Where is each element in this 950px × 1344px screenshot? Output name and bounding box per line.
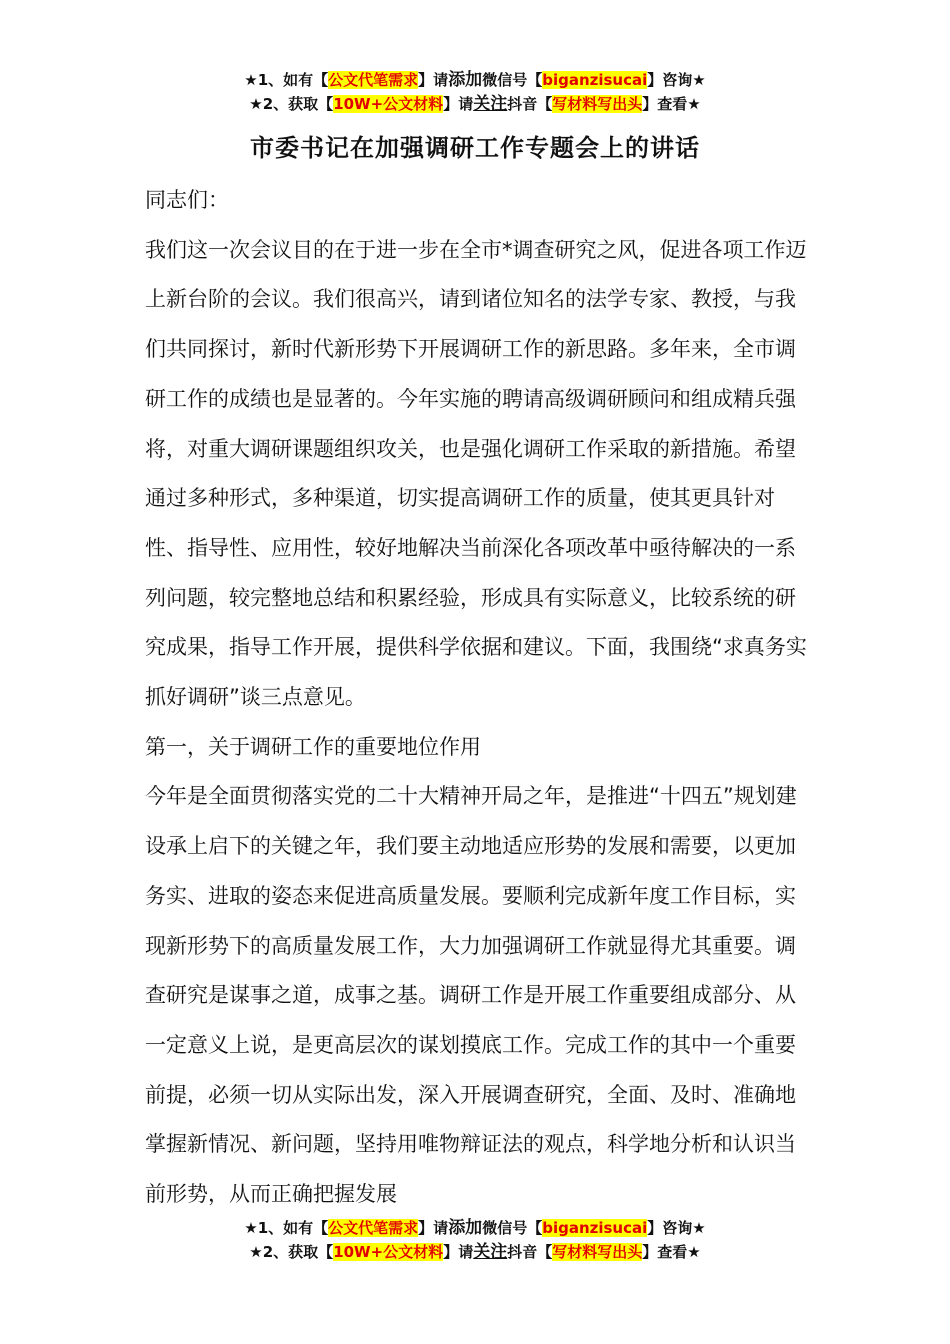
header-promo-banner [0,68,950,116]
section-heading: 第一，关于调研工作的重要地位作用 [145,734,481,759]
promo-emphasis: 添加 [448,1218,483,1238]
promo-highlight: biganzisucai [542,1219,648,1237]
promo-text: 】查看★ [642,95,701,113]
promo-text: ★1、如有【 [244,1219,329,1237]
promo-text: 】咨询★ [647,1219,706,1237]
paragraph: 今年是全面贯彻落实党的二十大精神开局之年，是推进“十四五”规划建设承上启下的关键之年，我们要主动地适应形势的发展和需要，以更加务实、进取的姿态来促进高质量发展。要顺利完成新年度工作目标，实现新形势下的高质量发展工作，大力加强调研工作就显得尤其重要。调查研究是谋事之道，成事之基。调研工作是开展工作重要组成部分、从一定意义上说，是更高层次的谋划摸底工作。完成工作的其中一个重要前提，必须一切从实际出发，深入开展调查研究，全面、及时、准确地掌握新情况、新问题，坚持用唯物辩证法的观点，科学地分析和认识当前形势，从而正确把握发展 [145,784,797,1207]
promo-highlight: 写材料写出头 [552,95,643,113]
promo-highlight: biganzisucai [542,71,648,89]
paragraph: 我们这一次会议目的在于进一步在全市*调查研究之风，促进各项工作迈上新台阶的会议。我们很高兴，请到诸位知名的法学专家、教授，与我们共同探讨，新时代新形势下开展调研工作的新思路。多年来，全市调研工作的成绩也是显著的。今年实施的聘请高级调研顾问和组成精兵强将，对重大调研课题组织攻关，也是强化调研工作采取的新措施。希望通过多种形式，多种渠道，切实提高调研工作的质量，使其更具针对性、指导性、应用性，较好地解决当前深化各项改革中亟待解决的一系列问题，较完整地总结和积累经验，形成具有实际意义，比较系统的研究成果，指导工作开展，提供科学依据和建议。下面，我围绕“求真务实 抓好调研”谈三点意见。 [145,237,807,710]
promo-line-1 [0,68,950,92]
promo-text: 抖音【 [507,95,553,113]
promo-text: 微信号【 [482,1219,543,1237]
document-title: 市委书记在加强调研工作专题会上的讲话 [250,134,700,162]
promo-highlight: 公文代笔需求 [328,71,419,89]
promo-text: ★2、获取【 [249,1243,334,1261]
promo-highlight: 10W+公文材料 [333,95,444,113]
promo-emphasis: 关注 [473,1242,508,1262]
promo-text: 】请 [443,95,474,113]
promo-text: 】查看★ [642,1243,701,1261]
footer-promo-banner [0,1216,950,1264]
promo-line-1 [0,1216,950,1240]
promo-text: 微信号【 [482,71,543,89]
promo-text: ★2、获取【 [249,95,334,113]
promo-text: 】请 [418,71,449,89]
salutation: 同志们： [145,188,229,212]
promo-text: ★1、如有【 [244,71,329,89]
promo-text: 】咨询★ [647,71,706,89]
promo-line-2 [0,92,950,116]
promo-highlight: 公文代笔需求 [328,1219,419,1237]
promo-text: 抖音【 [507,1243,553,1261]
promo-text: 】请 [418,1219,449,1237]
promo-emphasis: 添加 [448,70,483,90]
promo-line-2 [0,1240,950,1264]
document-body [145,176,807,1220]
promo-text: 】请 [443,1243,474,1261]
promo-emphasis: 关注 [473,94,508,114]
promo-highlight: 写材料写出头 [552,1243,643,1261]
promo-highlight: 10W+公文材料 [333,1243,444,1261]
